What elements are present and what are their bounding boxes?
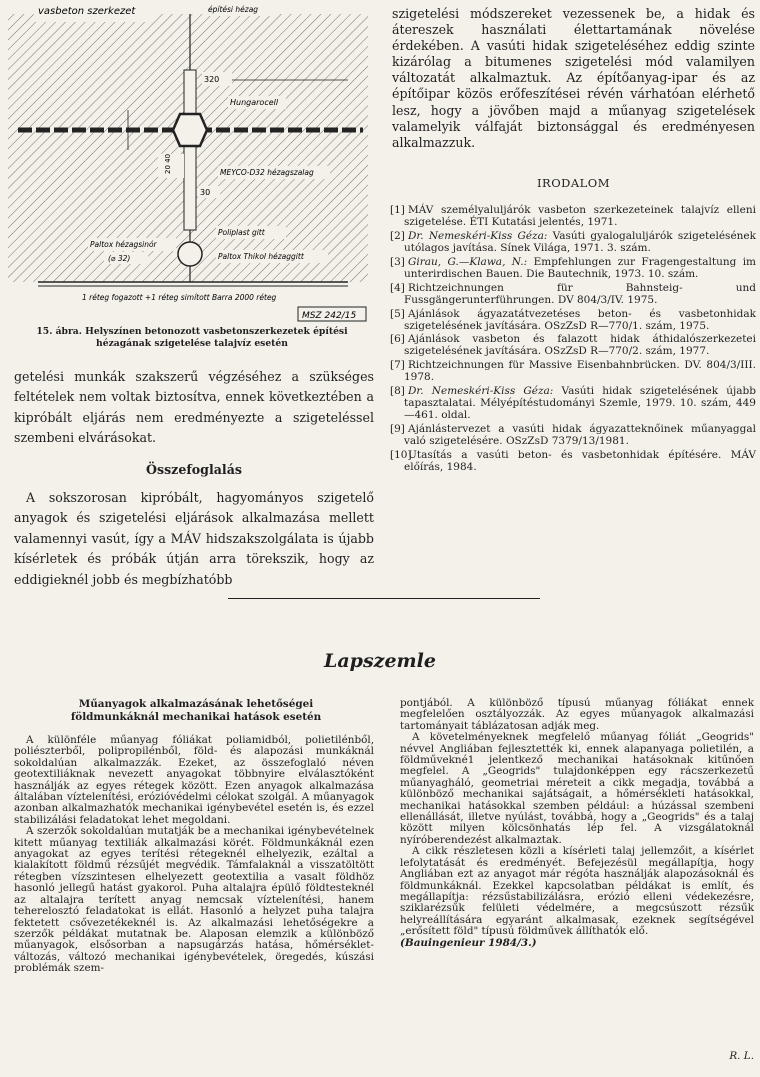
article-paragraph: A szerzők sokoldalúan mutatják be a mechanikai igénybevételnek kitett műanyag textiliák alkalmazási körét. Földmunkáknál ezen anyagokat az egyes terítési rétegeknél elhelyezik, ezáltal a kialakított földmű rézsűjét megvédik. Támfalaknál a visszatöltött rétegben vízszintesen elhelyezett geotextilia a vasalt földhöz hasonló jellegű hatást gyakorol. Puha altalajra épülő földtesteknél az altalajra terített anyag nemcsak víztelenítési, hanem teherelosztó feladatokat is ellát. Hasonló a helyzet puha talajra fektetett csővezetékeknél is. Az alkalmazási lehetőségekre a szerzők példákat mutatnak be. Alaposan elemzik a különböző műanyagok, elsősorban a napsugárzás hatása, hőmérséklet-változás, változó mechanikai igénybevételek, öregedés, kúszási problémák szem- (14, 825, 374, 975)
left-column (14, 367, 374, 590)
figure-dim-320: 320 (204, 75, 220, 84)
figure-label-epitesi-hezag: építési hézag (208, 5, 259, 14)
left-paragraph-2: A sokszorosan kipróbált, hagyományos szigetelő anyagok és szigetelési eljárások alkalmazása mellett valamennyi vasút, így a MÁV hidszakszolgálata is újabb kísérletek és próbák útján arra törekszik, hogy az eddigieknél jobb és megbízhatóbb (14, 490, 374, 587)
figure-label-vasbeton: vasbeton szerkezet (38, 6, 136, 17)
reference-item: [9] Ajánlástervezet a vasúti hidak ágyazatteknőinek műanyaggal való szigetelésére. OSzZsD 7379/13/1981. (390, 423, 756, 448)
figure-dim-30: 30 (200, 188, 211, 197)
section-heading-osszefoglalas: Összefoglalás (146, 461, 242, 477)
article-title: Műanyagok alkalmazásának lehetőségei földmunkáknál mechanikai hatások esetén (70, 698, 322, 723)
insulation-joint-figure (8, 0, 373, 322)
reference-list (390, 204, 757, 475)
figure-label-msz: MSZ 242/15 (302, 311, 357, 321)
figure-label-hungarocell: Hungarocell (230, 98, 279, 107)
reference-item: [1] MÁV személyaluljárók vasbeton szerkezeteinek talajvíz elleni szigetelése. ÉTI Kutatási jelentés, 1971. (390, 204, 756, 229)
reference-item: [2] Dr. Nemeskéri-Kiss Géza: Vasúti gyalogaluljárók szigetelésének utólagos javítása. Sínek Világa, 1971. 3. szám. (390, 229, 757, 254)
reference-item: [4] Richtzeichnungen für Bahnsteig- und Fussgängerunterführungen. DV 804/3/IV. 1975. (390, 281, 756, 306)
figure-label-paltox-hezagsinor: Paltox hézagsinór (90, 240, 157, 249)
figure-caption: 15. ábra. Helyszínen betonozott vasbetonszerkezetek építési hézagának szigetelése talajvíz esetén (36, 326, 348, 349)
figure-label-paltox-thikol: Paltox Thikol hézaggitt (218, 252, 304, 261)
figure-label-poliplast: Poliplast gitt (218, 228, 265, 237)
reference-item: [8] Dr. Nemeskéri-Kiss Géza: Vasúti hidak szigetelésének újabb tapasztalatai. Mélyépítéstudományi Szemle, 1979. 10. szám, 449—461. oldal. (390, 385, 756, 422)
article-paragraph: pontjából. A különböző típusú műanyag fóliákat ennek megfelelően osztályozzák. Az egyes műanyagok alkalmazási tartományait táblázatosan adják meg. (400, 697, 754, 732)
reference-item: [5] Ajánlások ágyazatátvezetéses beton- és vasbetonhidak szigetelésének javítására. OSzZsD R—770/1. szám, 1975. (390, 307, 756, 332)
reference-item: [6] Ajánlások vasbeton és falazott hidak áthidalószerkezetei szigetelésének javítására. OSzZsD R—770/2. szám, 1977. (390, 333, 756, 358)
figure-label-d32: (⌀ 32) (108, 254, 131, 263)
article-paragraph: A különféle műanyag fóliákat poliamidból, polietilénből, poliészterből, polipropilénből, föld- és alapozási munkáknál sokoldalúan alkalmazzák. Ezeket, az összefoglaló néven geotextiliáknak nevezett anyagokat többnyire elválasztóként használják az egyes rétegek között. Ezen anyagok alkalmazása általában víztelenítési, erózióvédelmi célokat szolgál. A műanyagok azonban alkalmazhatók mechanikai igénybevétel esetén is, és ezzel stabilizálási feladatokat lehet megoldani. (14, 734, 374, 826)
reference-item: [7] Richtzeichnungen für Massive Eisenbahnbrücken. DV. 804/3/III. 1978. (390, 359, 756, 384)
lapszemle-heading: Lapszemle (324, 650, 436, 672)
figure-label-reteg: 1 réteg fogazott +1 réteg simított Barra 2000 réteg (82, 293, 277, 302)
article-signature: R. L. (729, 1050, 754, 1062)
article-paragraph: A követelményeknek megfelelő műanyag fóliát „Geogrids" névvel Angliában fejlesztették ki, ennek alapanyaga polietilén, a földművekné1 jelentkező mechanikai hatásoknak kitűnően megfelel. A „Geogrids" tulajdonképpen egy rácszerkezetű műanyagháló, geometriai méreteit a cikk megadja, továbbá a különböző mechanikai sajátságait, a hőmérsékleti hatásokkal, mechanikai hatásokkal szemben például: a húzással szembeni ellenállását, illetve nyúlást, továbbá, hogy a „Geogrids" és a talaj között milyen kölcsönhatás lép fel. A vizsgálatoknál nyíróberendezést alkalmaztak. (400, 731, 754, 846)
left-paragraph-1: getelési munkák szakszerű végzéséhez a szükséges feltételek nem voltak biztosítva, ennek következtében a kipróbált eljárás nem eredményezte a szigeteléssel szembeni elvárásokat. (14, 369, 374, 446)
figure-dim-20-40: 20 40 (164, 153, 172, 174)
irodalom-heading: IRODALOM (537, 176, 610, 190)
article-right-column (400, 698, 754, 949)
reference-item: [10]Utasítás a vasúti beton- és vasbetonhidak építésére. MÁV előírás, 1984. (390, 448, 756, 474)
article-citation: (Bauingenieur 1984/3.) (400, 936, 537, 949)
article-paragraph: A cikk részletesen közli a kísérleti talaj jellemzőit, a kísérlet lefolytatását és eredményét. Befejezésül megállapítja, hogy Angliában ezt az anyagot már régóta használják alapozásoknál és földmunkáknál. Ezekkel kapcsolatban példákat is említ, és megállapítja: rézsűstabilizálásra, erózió elleni védekezésre, sziklarézsűk felületi védelmére, a megcsúszott rézsűk helyreállítására egyaránt alkalmasak, ezeknek segítségével „erősített föld" típusú földművek állíthatók elő. (400, 845, 754, 938)
reference-item: [3] Girau, G.—Klawa, N.: Empfehlungen zur Fragengestaltung im unterirdischen Bauen. Die Bautechnik, 1973. 10. szám. (390, 255, 757, 280)
section-divider (228, 598, 540, 599)
article-left-column (14, 735, 374, 975)
right-column-text: szigetelési módszereket vezessenek be, a hidak és átereszek használati élettartamának növelése érdekében. A vasúti hidak szigeteléséhez eddig szinte kizárólag a bitumenes szigetelési mód valamilyen változatát alkalmaztuk. Az építőanyag-ipar és az építőipar közös erőfeszítései révén várhatóan elérhető lesz, hogy a jövőben majd a műanyag szigetelések valamelyik válfaját biztonsággal és eredményesen alkalmazzuk. (392, 6, 755, 150)
figure-label-meyco: MEYCO-D32 hézagszalag (220, 168, 314, 177)
